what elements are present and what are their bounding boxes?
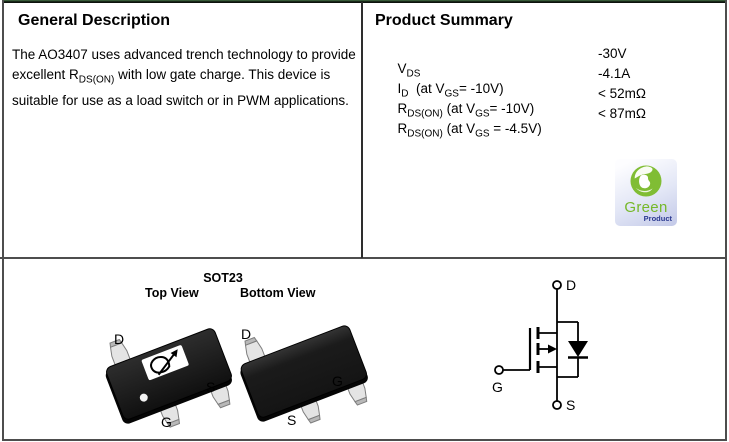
product-summary-heading: Product Summary <box>375 12 513 29</box>
description-text: excellent R <box>12 67 79 82</box>
param-subscript: DS(ON) <box>407 128 443 140</box>
param-text: I <box>397 81 402 96</box>
param-text: = -10V) <box>489 101 535 116</box>
spec-value: -30V <box>598 46 627 61</box>
schematic-drain-label: D <box>566 277 577 293</box>
param-subscript: DS(ON) <box>407 108 443 120</box>
param-subscript: GS <box>475 108 490 120</box>
top-view-label: Top View <box>145 286 199 300</box>
drain-terminal-icon <box>553 281 561 289</box>
left-border <box>2 0 4 441</box>
top-view-pin-g-label: G <box>161 414 172 430</box>
param-subscript: D <box>401 88 409 100</box>
param-text: = -4.5V) <box>489 121 542 136</box>
spec-value: < 87mΩ <box>598 106 646 121</box>
spec-value: < 52mΩ <box>598 86 646 101</box>
bottom-view-pin-s-label: S <box>287 412 297 428</box>
spec-row-rdson-4v5 <box>375 106 646 140</box>
product-logo-word: Product <box>643 214 672 223</box>
gate-terminal-icon <box>495 366 503 374</box>
param-text: (at V <box>442 121 476 136</box>
green-product-logo <box>615 159 677 226</box>
description-line-3: suitable for use as a load switch or in PWM applications. <box>12 92 349 108</box>
channel-arrow-icon <box>548 345 557 354</box>
param-text: V <box>397 61 407 76</box>
green-logo-word: Green <box>624 199 668 216</box>
package-title: SOT23 <box>203 271 243 285</box>
vertical-divider <box>361 2 363 258</box>
schematic-gate-label: G <box>492 379 503 395</box>
top-border <box>2 0 727 3</box>
param-subscript: DS <box>406 68 421 80</box>
param-text: (at V <box>408 81 445 96</box>
param-text: (at V <box>442 101 476 116</box>
general-description-heading: General Description <box>18 12 171 29</box>
source-terminal-icon <box>553 401 561 409</box>
description-line-2 <box>12 65 356 91</box>
right-border <box>725 0 727 441</box>
bottom-view-pin-d-label: D <box>241 326 252 342</box>
param-subscript: GS <box>475 128 490 140</box>
spec-param <box>397 121 542 140</box>
param-text: R <box>397 121 408 136</box>
subscript-text: DS(ON) <box>78 74 115 86</box>
schematic-source-label: S <box>566 397 576 413</box>
product-summary-table <box>375 46 646 140</box>
top-view-pin-d-label: D <box>114 331 125 347</box>
body-diode-icon <box>568 341 588 357</box>
horizontal-divider <box>0 257 727 259</box>
param-subscript: GS <box>444 88 459 100</box>
param-text: R <box>397 101 408 116</box>
bottom-view-label: Bottom View <box>240 286 316 300</box>
description-line-1: The AO3407 uses advanced trench technology to provide <box>12 47 356 62</box>
general-description-paragraph <box>12 45 356 111</box>
green-globe-icon <box>626 162 666 200</box>
top-view-pin-s-label: S <box>206 379 216 395</box>
bottom-view-pin-g-label: G <box>332 373 343 389</box>
param-text: = -10V) <box>458 81 504 96</box>
description-text: with low gate charge. This device is <box>114 67 331 82</box>
mosfet-schematic-symbol <box>465 262 665 420</box>
spec-value: -4.1A <box>598 66 631 81</box>
